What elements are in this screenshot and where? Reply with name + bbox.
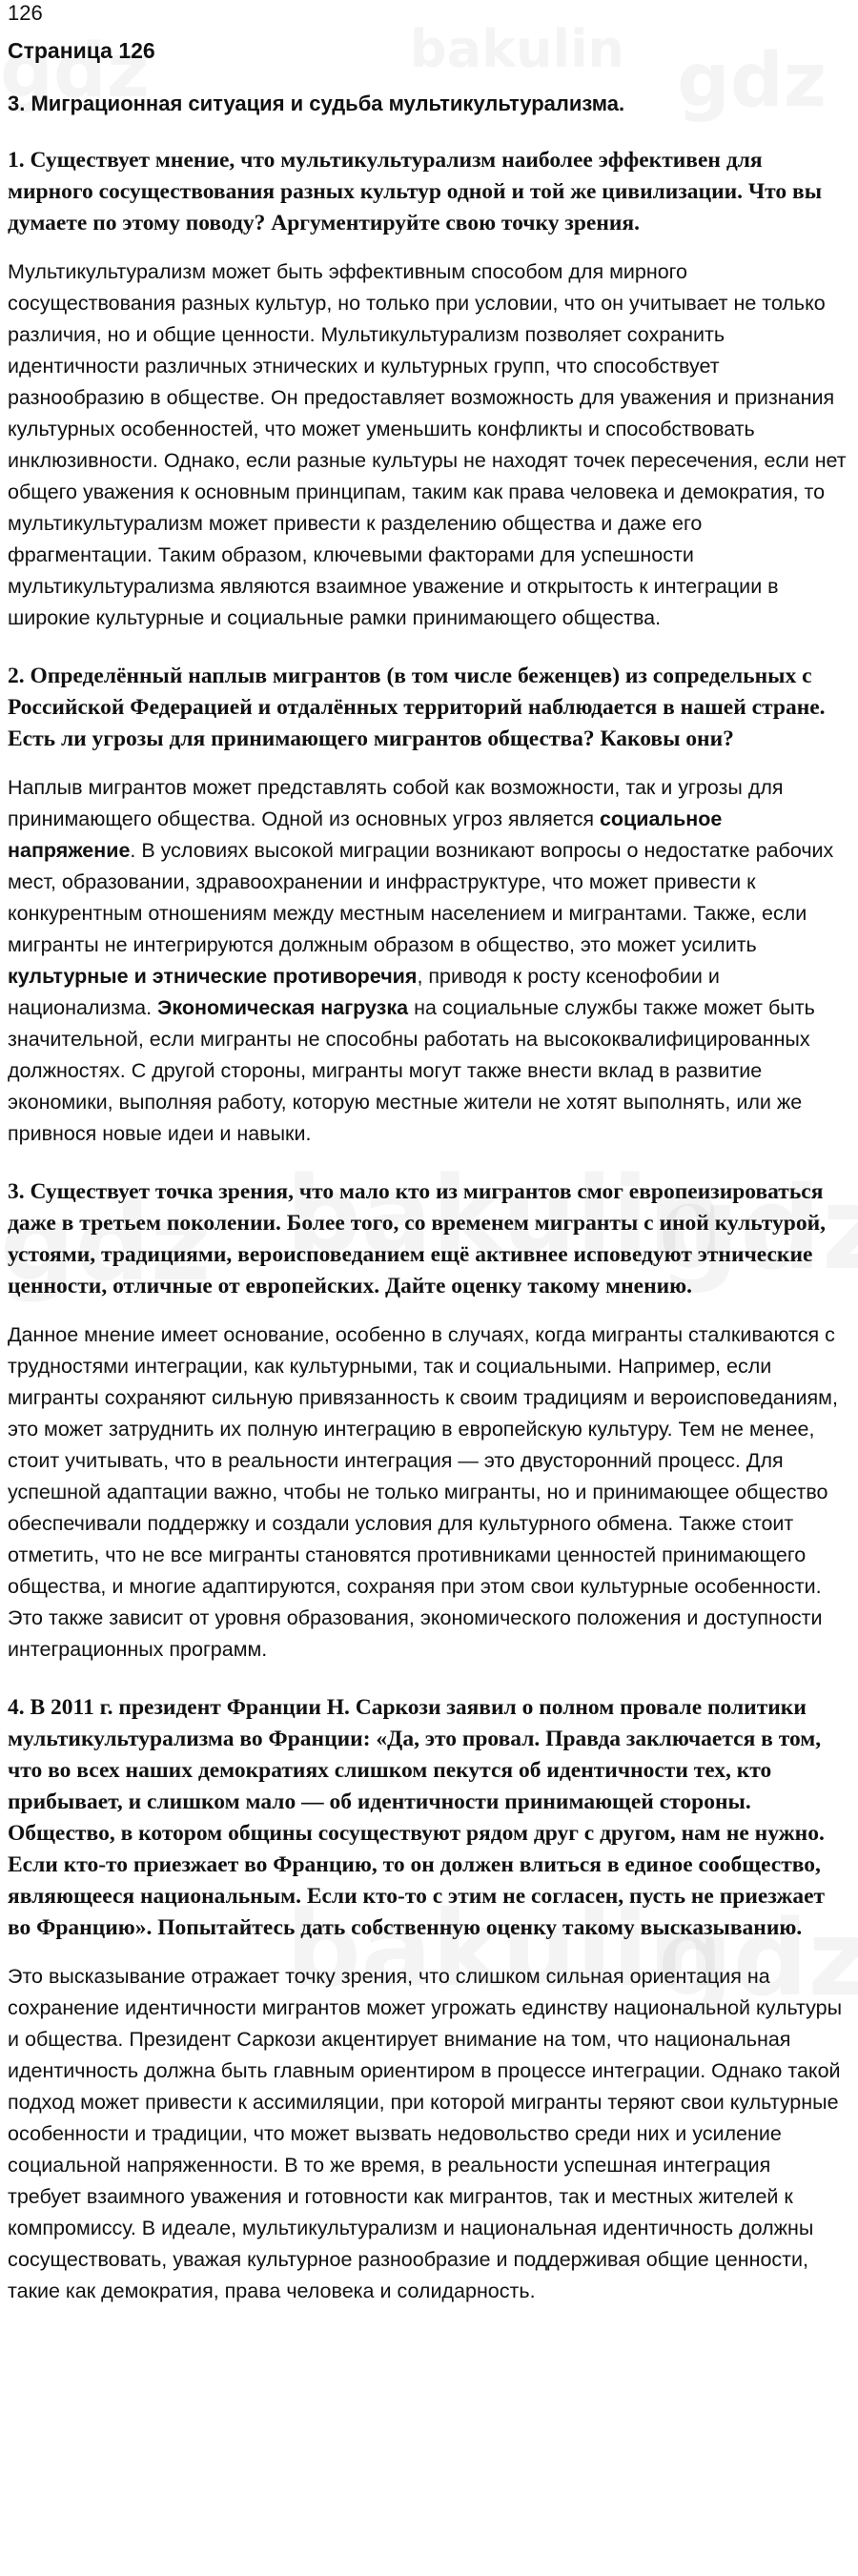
answer-2-part: . В условиях высокой миграции возникают вопросы о недостатке рабочих мест, образовании, здравоохранении и инфраструктуре, что может привести к конкурентным отношениям между местным населением и мигрантами. Также, если мигранты не интегрируются должным образом в общество, это может усилить (8, 839, 834, 956)
page-number: 126 (8, 1, 43, 25)
answer-2-bold-term: культурные и этнические противоречия (8, 965, 418, 988)
answer-1: Мультикультурализм может быть эффективным способом для мирного сосуществования разных культур, но только при условии, что он учитывает не только различия, но и общие ценности. Мультикультурализм позволяет сохранить идентичности различных этнических и культурных групп, что способствует разнообразию в обществе. Он предоставляет возможность для уважения и признания культурных особенностей, что может уменьшить конфликты и способствовать инклюзивности. Однако, если разные культуры не находят точек пересечения, если нет общего уважения к основным принципам, таким как права человека и демократия, то мультикультурализм может привести к разделению общества и даже его фрагментации. Таким образом, ключевыми факторами для успешности мультикультурализма являются взаимное уважение и открытость к интеграции в широкие культурные и социальные рамки принимающего общества. (8, 260, 847, 629)
question-3: 3. Существует точка зрения, что мало кто из мигрантов смог европеизироваться даже в третьем поколении. Более того, со временем мигранты с иной культурой, устоями, традициями, вероисповеданием ещё активнее исповедуют этнические ценности, отличные от европейских. Дайте оценку такому мнению. (8, 1179, 827, 1298)
answer-2-part: , приводя к росту ксенофобии и национализма. (8, 965, 720, 1019)
page-title: Страница 126 (8, 38, 155, 63)
answer-2 (8, 772, 847, 1150)
question-4: 4. В 2011 г. президент Франции Н. Саркози заявил о полном провале политики мультикультурализма во Франции: «Да, это провал. Правда заключается в том, что во всех наших демократиях слишком пекутся об идентичности тех, кто прибывает, и слишком мало — об идентичности принимающей стороны. Общество, в котором общины сосуществуют рядом друг с другом, нам не нужно. Если кто-то приезжает во Францию, то он должен влиться в единое сообщество, являющееся национальным. Если кто-то с этим не согласен, пусть не приезжает во Францию». Попытайтесь дать собственную оценку такому высказыванию. (8, 1695, 826, 1940)
answer-2-part: на социальные службы также может быть значительной, если мигранты не способны работать на высококвалифицированных должностях. С другой стороны, мигранты могут также внести вклад в развитие экономики, выполняя работу, которую местные жители не хотят выполнять, или же привнося новые идеи и навыки. (8, 996, 815, 1145)
answer-2-bold-term: Экономическая нагрузка (157, 996, 409, 1019)
section-title: 3. Миграционная ситуация и судьба мультикультурализма. (8, 92, 625, 115)
question-1: 1. Существует мнение, что мультикультурализм наиболее эффективен для мирного сосуществования разных культур одной и той же цивилизации. Что вы думаете по этому поводу? Аргументируйте свою точку зрения. (8, 148, 823, 235)
answer-3: Данное мнение имеет основание, особенно в случаях, когда мигранты сталкиваются с трудностями интеграции, как культурными, так и социальными. Например, если мигранты сохраняют сильную привязанность к своим традициям и вероисповеданиям, это может затруднить их полную интеграцию в европейскую культуру. Тем не менее, стоит учитывать, что в реальности интеграция — это двусторонний процесс. Для успешной адаптации важно, чтобы не только мигранты, но и принимающее общество обеспечивали поддержку и создали условия для культурного обмена. Также стоит отметить, что не все мигранты становятся противниками ценностей принимающего общества, и многие адаптируются, сохраняя при этом свои культурные особенности. Это также зависит от уровня образования, экономического положения и доступности интеграционных программ. (8, 1323, 838, 1661)
answer-4: Это высказывание отражает точку зрения, что слишком сильная ориентация на сохранение идентичности мигрантов может угрожать единству национальной культуры и общества. Президент Саркози акцентирует внимание на том, что национальная идентичность должна быть главным ориентиром в процессе интеграции. Однако такой подход может привести к ассимиляции, при которой мигранты теряют свои культурные особенности и традиции, что может вызвать недовольство среди них и усиление социальной напряженности. В то же время, в реальности успешная интеграция требует взаимного уважения и готовности как мигрантов, так и местных жителей к компромиссу. В идеале, мультикультурализм и национальная идентичность должны сосуществовать, уважая культурное разнообразие и поддерживая общие ценности, такие как демократия, права человека и солидарность. (8, 1965, 843, 2302)
question-2: 2. Определённый наплыв мигрантов (в том числе беженцев) из сопредельных с Российской Федерацией и отдалённых территорий наблюдается в нашей стране. Есть ли угрозы для принимающего мигрантов общества? Каковы они? (8, 664, 826, 751)
answer-2-bold-term: социальное напряжение (8, 808, 723, 862)
answer-2-part: Наплыв мигрантов может представлять собой как возможности, так и угрозы для принимающего общества. Одной из основных угроз является (8, 776, 784, 830)
